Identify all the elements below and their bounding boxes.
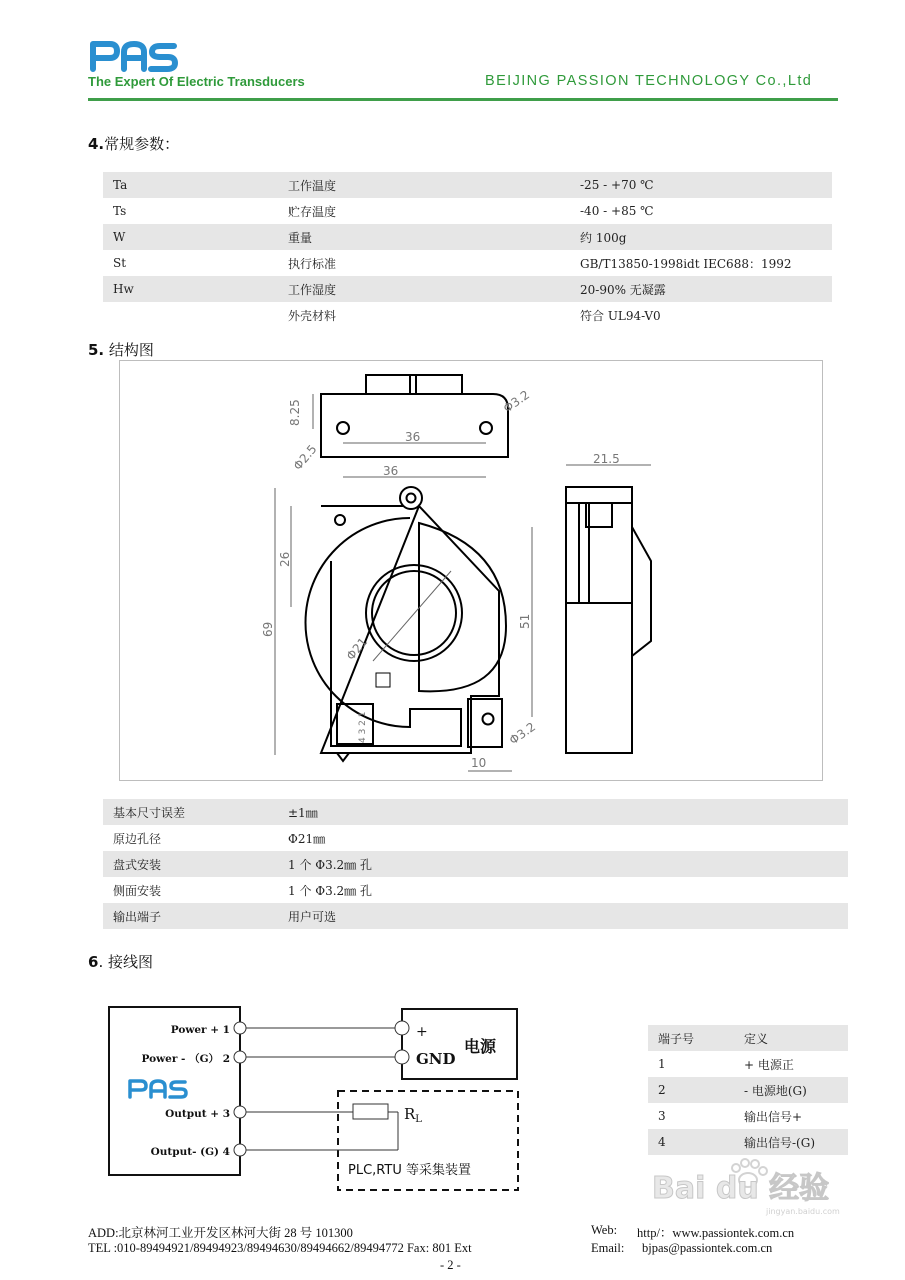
dim-36-front: 36 bbox=[383, 464, 399, 478]
dim-21-5: 21.5 bbox=[593, 452, 620, 466]
param-value: -25 - +70 ℃ bbox=[570, 172, 832, 198]
section-5-title bbox=[88, 339, 154, 360]
footer-web-link[interactable]: http/：www.passiontek.com.cn bbox=[637, 1226, 795, 1240]
struct-param-value: 用户可选 bbox=[278, 903, 848, 929]
param-name: 工作湿度 bbox=[278, 276, 570, 302]
term-no: 3 bbox=[658, 1109, 666, 1123]
pin-output-minus: Output- (G) 4 bbox=[150, 1146, 230, 1158]
general-params-table bbox=[103, 172, 832, 328]
dim-8-25: 8.25 bbox=[288, 399, 302, 426]
pin-output-plus: Output + 3 bbox=[165, 1108, 230, 1120]
dim-51: 51 bbox=[518, 613, 532, 629]
param-code: W bbox=[103, 224, 278, 250]
struct-param-name: 输出端子 bbox=[103, 903, 278, 929]
table-row bbox=[103, 877, 848, 903]
dim-26: 26 bbox=[278, 551, 292, 567]
table-row bbox=[648, 1077, 848, 1103]
table-row bbox=[103, 851, 848, 877]
param-name: 贮存温度 bbox=[288, 204, 337, 219]
table-header-row bbox=[648, 1025, 848, 1051]
dim-69: 69 bbox=[261, 621, 275, 637]
dim-36-top: 36 bbox=[405, 430, 421, 444]
table-row bbox=[103, 825, 848, 851]
plus-terminal-label: + bbox=[416, 1024, 428, 1040]
param-value: GB/T13850-1998idt IEC688：1992 bbox=[580, 256, 792, 271]
section-5-number: 5. bbox=[88, 341, 105, 359]
struct-param-value: ±1㎜ bbox=[278, 799, 848, 825]
section-6-number: 6 bbox=[88, 953, 99, 971]
section-4-number: 4. bbox=[88, 135, 105, 153]
plc-rtu-label: PLC,RTU 等采集装置 bbox=[348, 1163, 471, 1178]
dim-phi-21: Φ21 bbox=[343, 634, 371, 663]
gnd-terminal-label: GND bbox=[416, 1050, 456, 1068]
param-value: 20-90% 无凝露 bbox=[570, 276, 832, 302]
struct-param-name: 盘式安装 bbox=[103, 851, 278, 877]
param-name: 工作温度 bbox=[278, 172, 570, 198]
baidu-watermark bbox=[648, 1148, 848, 1218]
term-def: 输出信号-(G) bbox=[734, 1129, 848, 1155]
struct-param-name: 原边孔径 bbox=[113, 831, 162, 846]
param-code: Ta bbox=[103, 172, 278, 198]
tagline: The Expert Of Electric Transducers bbox=[88, 74, 305, 89]
section-4-title bbox=[88, 133, 179, 154]
section-6-text: . 接线图 bbox=[98, 953, 153, 971]
dim-phi-2-5: Φ2.5 bbox=[290, 442, 320, 473]
struct-param-value: Φ21㎜ bbox=[288, 831, 326, 846]
param-name: 执行标准 bbox=[288, 256, 337, 271]
struct-param-name: 侧面安装 bbox=[113, 883, 162, 898]
pin-power-plus: Power + 1 bbox=[170, 1024, 230, 1036]
structure-drawing bbox=[120, 361, 822, 780]
terminal-numbers: 4 3 2 1 bbox=[358, 711, 368, 743]
watermark-sub: jingyan.baidu.com bbox=[766, 1207, 840, 1216]
page-number: - 2 - bbox=[440, 1258, 461, 1272]
term-header-no: 端子号 bbox=[648, 1025, 734, 1051]
param-code bbox=[103, 302, 278, 328]
watermark-text: Bai du 经验 bbox=[652, 1171, 830, 1206]
param-value: -40 - +85 ℃ bbox=[580, 204, 654, 218]
wiring-logo bbox=[130, 1081, 186, 1097]
footer-web-label: Web: bbox=[591, 1223, 618, 1237]
terminal-definition-table bbox=[648, 1025, 848, 1155]
table-row bbox=[103, 302, 832, 328]
table-row bbox=[103, 903, 848, 929]
struct-param-value: 1 个 Φ3.2㎜ 孔 bbox=[288, 883, 373, 898]
header-divider bbox=[88, 98, 838, 101]
structure-drawing-frame bbox=[119, 360, 823, 781]
table-row bbox=[648, 1103, 848, 1129]
section-5-text: 结构图 bbox=[108, 341, 154, 359]
section-6-title bbox=[88, 951, 153, 972]
param-value: 约 100g bbox=[570, 224, 832, 250]
param-name: 重量 bbox=[278, 224, 570, 250]
dim-10: 10 bbox=[471, 756, 487, 770]
footer-email-label: Email: bbox=[591, 1241, 625, 1255]
footer-tel: TEL :010-89494921/89494923/89494630/89494662/89494772 Fax: 801 Ext bbox=[88, 1241, 472, 1255]
dim-phi-3-2-side: Φ3.2 bbox=[506, 719, 539, 748]
dim-phi-3-2-top: Φ3.2 bbox=[500, 387, 533, 416]
company-logo bbox=[88, 38, 180, 72]
power-supply-label: 电源 bbox=[464, 1037, 497, 1056]
term-header-def: 定义 bbox=[734, 1025, 848, 1051]
param-code: Hw bbox=[103, 276, 278, 302]
table-row bbox=[648, 1051, 848, 1077]
footer-address: ADD:北京林河工业开发区林河大街 28 号 101300 bbox=[88, 1226, 353, 1240]
table-row bbox=[103, 224, 832, 250]
struct-param-value: 1 个 Φ3.2㎜ 孔 bbox=[278, 851, 848, 877]
term-def: 输出信号+ bbox=[744, 1109, 803, 1124]
term-def: - 电源地(G) bbox=[734, 1077, 848, 1103]
table-row bbox=[103, 799, 848, 825]
table-row bbox=[103, 198, 832, 224]
param-code: St bbox=[113, 256, 127, 270]
company-name: BEIJING PASSION TECHNOLOGY Co.,Ltd bbox=[485, 73, 813, 89]
param-value: 符合 UL94-V0 bbox=[580, 308, 661, 323]
param-name: 外壳材料 bbox=[288, 308, 337, 323]
wiring-diagram bbox=[100, 1000, 530, 1200]
term-no: 4 bbox=[648, 1129, 734, 1155]
paw-icon bbox=[648, 1148, 848, 1218]
load-resistor-label: $R_L$ bbox=[404, 1105, 422, 1125]
section-4-text: 常规参数： bbox=[104, 135, 180, 153]
struct-param-name: 基本尺寸误差 bbox=[103, 799, 278, 825]
table-row bbox=[103, 250, 832, 276]
term-no: 2 bbox=[648, 1077, 734, 1103]
term-no: 1 bbox=[658, 1057, 666, 1071]
table-row bbox=[103, 172, 832, 198]
footer-email-link[interactable]: bjpas@passiontek.com.cn bbox=[642, 1241, 773, 1255]
term-def: + 电源正 bbox=[744, 1057, 794, 1072]
param-code: Ts bbox=[113, 204, 127, 218]
table-row bbox=[103, 276, 832, 302]
pin-power-minus: Power - （G） 2 bbox=[141, 1053, 230, 1065]
structure-params-table bbox=[103, 799, 848, 929]
